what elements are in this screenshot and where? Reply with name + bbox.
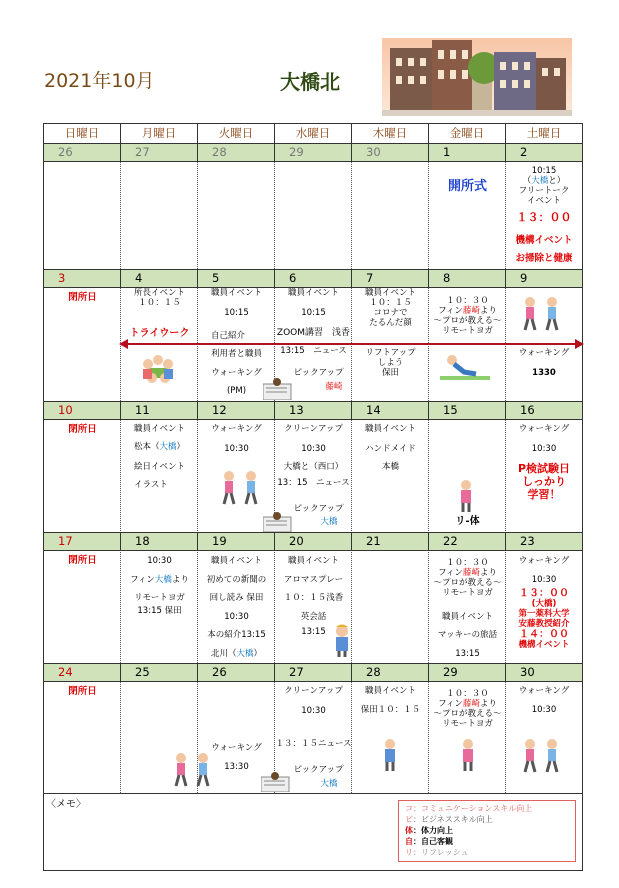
date-cell: 28 — [352, 664, 429, 681]
date-cell: 26 — [44, 144, 121, 161]
text-fragment: フィン — [130, 575, 155, 585]
event-text: ～プロが教える～ — [433, 316, 502, 326]
weekday-wed: 水曜日 — [275, 124, 352, 143]
event-text: イラスト — [134, 480, 168, 490]
event-text: お掃除と健康 — [515, 253, 573, 264]
speaking-person-icon — [330, 624, 354, 658]
date-cell: 5 — [198, 270, 275, 287]
event-text: ハンドメイド — [365, 444, 416, 454]
event-text: 職員イベント — [364, 288, 416, 298]
event-text: 職員イベント — [287, 556, 339, 566]
text-fragment: 北川（ — [210, 649, 237, 659]
event-text: 絵日イベント — [133, 462, 185, 472]
event-text: マッキーの旅話 — [437, 630, 498, 640]
date-cell: 29 — [275, 144, 352, 161]
town-buildings-illustration — [382, 38, 572, 116]
text-fragment: より — [171, 575, 189, 585]
event-time: 10:30 — [531, 444, 557, 454]
newspaper-reader-icon — [263, 378, 293, 400]
event-text: ピックアップ — [293, 368, 344, 378]
text-fragment: フィン — [438, 699, 463, 709]
week-1-dates — [44, 143, 582, 162]
event-text: 大橋と（西口） — [283, 462, 344, 472]
event-text: 回し読み 保田 — [209, 593, 264, 603]
date-cell: 17 — [44, 533, 121, 550]
date-cell: 24 — [44, 664, 121, 681]
event-text: リモートヨガ — [134, 593, 185, 603]
date-cell: 3 — [44, 270, 121, 287]
newspaper-reader-icon — [261, 772, 291, 792]
weekday-tue: 火曜日 — [198, 124, 275, 143]
date-cell: 27 — [121, 144, 198, 161]
event-time: 10:30 — [531, 575, 557, 585]
week-2-dates — [44, 269, 582, 288]
date-cell: 16 — [520, 403, 535, 417]
legend-item — [405, 847, 569, 858]
event-time: 10:30 — [301, 706, 326, 716]
event-text: 保田１０：１５ — [360, 705, 421, 715]
text-fragment: ） — [176, 442, 186, 452]
date-cell: 8 — [429, 270, 506, 287]
event-text: ウォーキング — [518, 556, 570, 566]
legend-text: ：ビジネススキル向上 — [413, 815, 493, 824]
staff-name: 藤崎 — [325, 382, 343, 392]
event-text: リフトアップ — [365, 348, 416, 358]
event-time: 10:30 — [224, 444, 249, 454]
event-text: リモートヨガ — [442, 326, 493, 336]
date-cell: 2 — [520, 145, 528, 159]
weekday-sun: 日曜日 — [44, 124, 121, 143]
event-text: ピックアップ — [293, 504, 344, 514]
legend-key: リ — [405, 848, 413, 857]
staff-name: 藤崎 — [462, 699, 480, 709]
date-cell: 23 — [520, 534, 535, 548]
weekday-mon: 月曜日 — [121, 124, 198, 143]
date-cell: 25 — [121, 664, 198, 681]
event-time: 10:30 — [224, 612, 249, 622]
event-text: 本の紹介13:15 — [207, 630, 266, 640]
event-time: １０：３０ — [446, 558, 489, 568]
event-text: しっかり — [522, 475, 566, 488]
staff-name: 大橋 — [159, 442, 177, 452]
event-text: 英会話 — [300, 612, 327, 622]
event-text: 13:15 保田 — [137, 606, 182, 616]
event-text: １０：１５浅香 — [283, 593, 344, 603]
event-text: ウォーキング — [211, 368, 262, 378]
staff-name: 浅香 — [332, 328, 351, 338]
walking-people-icon — [217, 470, 265, 506]
event-text: ウォーキング — [518, 686, 570, 696]
date-cell: 19 — [198, 533, 275, 550]
event-text: コロナで — [373, 308, 408, 318]
legend-key: 体 — [405, 826, 413, 835]
legend-text: ：体力向上 — [413, 826, 453, 835]
event-text — [198, 649, 275, 660]
opening-ceremony: 開所式 — [447, 179, 487, 194]
walking-people-icon — [518, 738, 568, 774]
weekday-thu: 木曜日 — [352, 124, 429, 143]
date-cell: 7 — [352, 270, 429, 287]
event-text — [121, 575, 198, 586]
date-cell: 1 — [429, 144, 506, 161]
event-text: クリーンアップ — [284, 686, 343, 696]
event-text: ピックアップ — [293, 765, 344, 775]
event-time: １４：００ — [519, 629, 569, 640]
event-text: 第一薬科大学 — [518, 609, 570, 619]
person-icon — [379, 738, 401, 772]
staff-name: 大橋 — [320, 517, 338, 527]
staff-name: (大橋) — [531, 599, 557, 609]
date-cell: 13 — [275, 402, 352, 419]
text-fragment: より — [479, 306, 497, 316]
event-time: １３：００ — [519, 588, 569, 599]
event-time: 10:30 — [531, 705, 557, 715]
legend-text: ：自己客観 — [413, 837, 453, 846]
closed-day-label: 閉所日 — [68, 686, 97, 697]
double-arrow-icon — [119, 338, 584, 350]
event-text: 職員イベント — [210, 556, 262, 566]
legend-key: コ — [405, 804, 413, 813]
staff-name: 保田 — [381, 368, 399, 378]
event-text: トライウーク — [129, 328, 190, 339]
event-text: ウォーキング — [211, 743, 262, 753]
date-cell: 21 — [352, 533, 429, 550]
staff-name: 本橋 — [381, 462, 399, 472]
text-fragment: より — [479, 568, 497, 578]
person-icon — [455, 479, 477, 513]
staff-name: 藤崎 — [462, 568, 480, 578]
event-text: 機構イベント — [515, 235, 573, 246]
closed-day-label: 閉所日 — [68, 424, 97, 435]
event-time: １０：１５ — [138, 298, 181, 308]
event-time: 10:30 — [301, 444, 326, 454]
date-cell: 28 — [198, 144, 275, 161]
event-time: 1330 — [532, 368, 556, 378]
event-time: １０：１５ — [369, 298, 412, 308]
text-fragment: と） — [548, 176, 566, 186]
event-text: しよう — [377, 358, 404, 368]
event-text: 機構イベント — [518, 640, 570, 650]
event-time: １０：３０ — [446, 689, 489, 699]
week-5-dates — [44, 663, 582, 682]
date-cell: 14 — [352, 402, 429, 419]
event-text: (PM) — [226, 386, 247, 396]
event-text: 所長イベント — [133, 288, 185, 298]
date-cell: 11 — [121, 402, 198, 419]
legend-item — [405, 803, 569, 814]
event-text: ウォーキング — [518, 424, 570, 434]
event-text: クリーンアップ — [284, 424, 343, 434]
event-text: ウォーキング — [518, 348, 570, 358]
event-time: １３：００ — [516, 211, 572, 224]
legend-key: ビ — [405, 815, 413, 824]
text-fragment: フィン — [438, 568, 463, 578]
staff-name: 大橋 — [320, 779, 338, 789]
legend-item — [405, 836, 569, 847]
exam-day-label: P検試験日 — [517, 462, 571, 475]
event-text: リ‐体 — [455, 516, 480, 527]
walking-people-icon — [518, 296, 568, 332]
event-text: 職員イベント — [287, 288, 339, 298]
event-time: 10:15 — [301, 308, 326, 318]
closed-day-label: 閉所日 — [68, 555, 97, 566]
event-time: 10:15 — [224, 308, 249, 318]
legend-item — [405, 825, 569, 836]
event-text: リモートヨガ — [442, 588, 493, 598]
memo-label: 〈メモ〉 — [46, 799, 86, 810]
text-fragment: より — [479, 699, 497, 709]
weekday-fri: 金曜日 — [429, 124, 506, 143]
event-text: イベント — [526, 196, 561, 206]
date-cell: 10 — [44, 402, 121, 419]
event-text: ～プロが教える～ — [433, 578, 502, 588]
event-text: ～プロが教える～ — [433, 709, 502, 719]
event-text: １３：１５ニュース — [275, 739, 352, 749]
event-text: 利用者と職員 — [210, 349, 262, 359]
event-text: 13:15 ニュース — [280, 346, 347, 356]
date-cell: 27 — [275, 664, 352, 681]
date-cell: 26 — [198, 664, 275, 681]
event-text: 自己紹介 — [210, 331, 245, 341]
event-time: 13:15 — [301, 627, 326, 637]
group-meeting-icon — [140, 352, 176, 386]
date-cell: 29 — [429, 664, 506, 681]
event-text: 13：15 ニュース — [277, 478, 350, 488]
event-text: たるんだ顔 — [369, 318, 412, 328]
event-time: 10:30 — [147, 556, 172, 566]
calendar-month: 2021年10月 — [44, 70, 155, 92]
date-cell: 6 — [275, 270, 352, 287]
event-text: ウォーキング — [211, 424, 262, 434]
event-text: 職員イベント — [364, 686, 416, 696]
week-3-dates — [44, 401, 582, 420]
event-text: リモートヨガ — [442, 719, 493, 729]
date-cell: 4 — [121, 270, 198, 287]
date-cell: 22 — [429, 533, 506, 550]
date-cell: 30 — [352, 144, 429, 161]
staff-name: 大橋 — [236, 649, 254, 659]
legend-item — [405, 814, 569, 825]
date-cell: 30 — [520, 665, 535, 679]
yoga-pose-icon — [440, 352, 490, 382]
staff-name: 大橋 — [154, 575, 172, 585]
event-text: 安藤教授紹介 — [518, 619, 570, 629]
event-text: 職員イベント — [133, 424, 185, 434]
date-cell: 9 — [520, 271, 528, 285]
event-text — [121, 442, 198, 453]
text-fragment: ） — [253, 649, 263, 659]
event-time: 10:15 — [531, 166, 557, 176]
legend-box — [398, 800, 576, 862]
date-cell: 15 — [429, 402, 506, 419]
legend-text: ：コミュニケーションスキル向上 — [413, 804, 533, 813]
walking-people-icon — [169, 752, 217, 788]
date-cell: 12 — [198, 402, 275, 419]
text-fragment: （ — [522, 176, 532, 186]
text-fragment: フィン — [438, 306, 463, 316]
person-icon — [457, 738, 479, 772]
event-text: フリートーク — [518, 186, 570, 196]
date-cell: 20 — [275, 533, 352, 550]
monthly-calendar — [43, 123, 583, 794]
staff-name: 藤崎 — [462, 306, 480, 316]
closed-day-label: 閉所日 — [68, 292, 97, 303]
event-text: アロマスプレー — [283, 575, 344, 585]
legend-key: 自 — [405, 837, 413, 846]
legend-text: ：リフレッシュ — [413, 848, 469, 857]
event-text: 学習！ — [527, 488, 561, 501]
week-4-dates — [44, 532, 582, 551]
event-time: 13:30 — [224, 762, 249, 772]
newspaper-reader-icon — [263, 512, 293, 532]
staff-name: 大橋 — [531, 176, 549, 186]
event-text: 職員イベント — [210, 288, 262, 298]
event-text: 職員イベント — [364, 424, 416, 434]
event-time: １０：３０ — [446, 296, 489, 306]
date-cell: 18 — [121, 533, 198, 550]
text-fragment: ZOOM講習 — [276, 328, 324, 338]
text-fragment: 松本（ — [133, 442, 160, 452]
event-text: 職員イベント — [441, 612, 493, 622]
facility-name: 大橋北 — [280, 70, 340, 94]
event-time: 13:15 — [455, 649, 480, 659]
weekday-sat: 土曜日 — [526, 126, 562, 140]
event-text: 初めての新聞の — [206, 575, 267, 585]
